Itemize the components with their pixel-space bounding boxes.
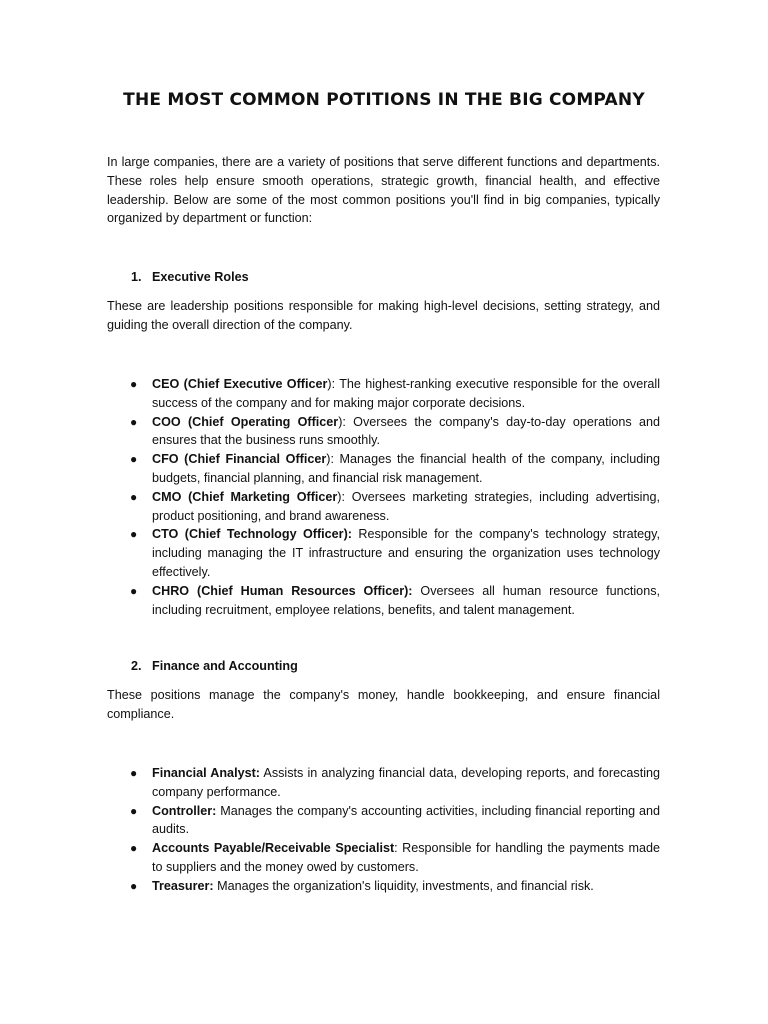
item-term: CTO (Chief Technology Officer):: [152, 527, 352, 542]
item-term: CFO (Chief Financial Officer: [152, 452, 327, 467]
item-text: ): Oversees the company's day-to-day operations and ensures that the business runs smoothly.: [152, 414, 660, 448]
item-text: ): The highest-ranking executive responsible for the overall success of the company and for making major corporate decisions.: [152, 377, 660, 410]
bullet-icon: ●: [130, 527, 138, 542]
bullet-icon: ●: [130, 489, 138, 504]
item-term: CMO (Chief Marketing Officer: [152, 489, 338, 504]
bullet-icon: ●: [130, 878, 138, 893]
list-item: [130, 764, 660, 802]
bullet-icon: ●: [130, 841, 138, 856]
bullet-icon: ●: [130, 583, 138, 598]
item-text: Manages the organization's liquidity, investments, and financial risk.: [213, 878, 594, 893]
item-term: Accounts Payable/Receivable Specialist: [152, 841, 395, 856]
section-heading-finance-accounting: [131, 657, 298, 675]
list-item: [130, 488, 660, 526]
section-number: 2.: [131, 659, 142, 673]
bullet-icon: ●: [130, 377, 138, 391]
section-heading-text: Finance and Accounting: [152, 659, 298, 673]
list-item: [130, 877, 660, 896]
item-text: ): Oversees marketing strategies, including advertising, product positioning, and brand awareness.: [152, 489, 660, 523]
executive-roles-list: [130, 375, 661, 619]
finance-accounting-list: [130, 764, 660, 896]
list-item: [130, 582, 660, 620]
section-description-finance-accounting: These positions manage the company's money, handle bookkeeping, and ensure financial compliance.: [107, 688, 660, 721]
intro-paragraph: In large companies, there are a variety of positions that serve different functions and departments. These roles help ensure smooth operations, strategic growth, financial health, and effective leadership. Below are some of the most common positions you'll find in big companies, typically organized by department or function:: [107, 155, 660, 226]
section-description-executive-roles: These are leadership positions responsible for making high-level decisions, setting strategy, and guiding the overall direction of the company.: [107, 299, 660, 332]
item-term: Treasurer:: [152, 878, 214, 893]
item-term: Controller:: [152, 803, 217, 818]
item-text: ): Manages the financial health of the company, including budgets, financial planning, and financial risk management.: [152, 452, 661, 485]
section-number: 1.: [131, 270, 142, 284]
document-title: THE MOST COMMON POTITIONS IN THE BIG COMPANY: [123, 90, 645, 110]
item-text: : Responsible for handling the payments made to suppliers and the money owed by customers.: [152, 841, 660, 874]
item-text: Assists in analyzing financial data, developing reports, and forecasting company performance.: [152, 766, 660, 799]
list-item: [130, 802, 660, 840]
section-heading-text: Executive Roles: [152, 270, 249, 284]
list-item: [130, 450, 661, 488]
list-item: [130, 375, 660, 413]
item-term: COO (Chief Operating Officer: [152, 414, 339, 429]
section-heading-executive-roles: [131, 268, 249, 286]
item-text: Responsible for the company's technology strategy, including managing the IT infrastructure and ensuring the organization uses technology effectively.: [152, 527, 660, 579]
bullet-icon: ●: [130, 452, 138, 467]
bullet-icon: ●: [130, 414, 138, 429]
list-item: [130, 413, 660, 451]
item-term: CHRO (Chief Human Resources Officer):: [152, 583, 413, 598]
bullet-icon: ●: [130, 766, 138, 780]
item-term: Financial Analyst:: [152, 766, 260, 780]
item-text: Oversees all human resource functions, including recruitment, employee relations, benefits, and talent management.: [152, 583, 660, 617]
item-text: Manages the company's accounting activities, including financial reporting and audits.: [152, 803, 660, 837]
list-item: [130, 525, 660, 581]
list-item: [130, 839, 660, 877]
bullet-icon: ●: [130, 803, 138, 818]
item-term: CEO (Chief Executive Officer: [152, 377, 328, 391]
